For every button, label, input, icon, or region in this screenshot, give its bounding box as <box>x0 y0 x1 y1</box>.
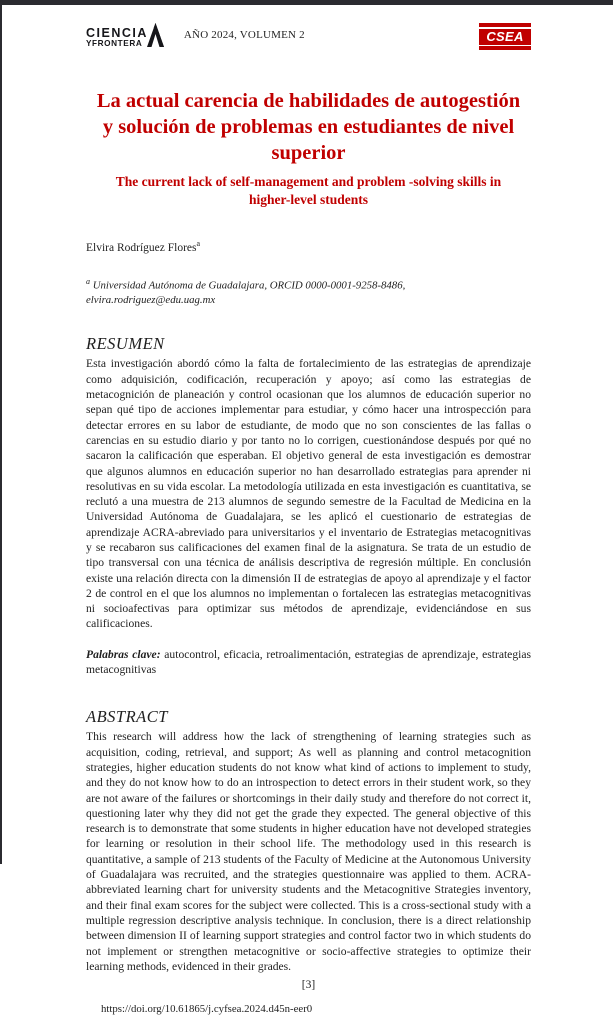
keywords-label: Palabras clave: <box>86 647 161 661</box>
author-affiliation-mark: a <box>196 239 201 248</box>
journal-logo <box>86 23 164 52</box>
page-number: [3] <box>301 979 316 992</box>
logo-triangle-icon <box>147 23 164 52</box>
resumen-body: Esta investigación abordó cómo la falta de fortalecimiento de las estrategias de aprendizaje como adquisición, codificación, recuperación y apoyo; así como las estrategias de metacognición de planeación y control ocasionan que los alumnos de educación superior no sepan qué tipo de acciones implementar para estudiar, y cómo hacer una introspección para detectar errores en su labor de estudiante, de modo que no son conscientes de las fallas o carencias en su estudio diario y por tanto no lo corrigen, cuestionándose después por qué no sacaron la calificación que esperaban. El objetivo general de esta investigación es demostrar que algunos alumnos en educación superior no han desarrollado estrategias para aprender ni resolutivas en su vida escolar. La metodología utilizada en esta investigación es cuantitativa, se reclutó a una muestra de 213 alumnos de segundo semestre de la Facultad de Medicina en la Universidad Autónoma de Guadalajara, se les aplicó el cuestionario de estrategias de aprendizaje ACRA-abreviado para universitarios y el inventario de Estrategias metacognitivas y se recabaron sus calificaciones del examen final de la asignatura. Se trata de un estudio de tipo transversal con una técnica de análisis descriptiva de regresión múltiple. En conclusión existe una relación directa con la dimensión II de estrategias de apoyo al aprendizaje y el factor 2 de control en el que los alumnos no implementan o fortalecen las estrategias metacognitivas ni socioafectivas para optimizar sus métodos de aprendizaje, evidenciándose en sus calificaciones. <box>86 357 531 631</box>
abstract-body: This research will address how the lack of strengthening of learning strategies such as acquisition, coding, retrieval, and support; As well as planning and control metacognition strategies, higher education students do not know what kind of actions to implement to study, and they do not know how to do an introspection to detect errors in their student work, so they are not aware of the failures or shortcomings in their daily study and therefore do not correct it, questioning later why they did not get the grade they expected. The general objective of this research is to demonstrate that some students in higher education have not developed strategies for learning or resolution in their school life. The methodology used in this research is quantitative, a sample of 213 students of the Faculty of Medicine at the Autonomous University of Guadalajara was recruited, and the strategies questionnaire was applied to them. ACRA-abbreviated learning chart for university students and the Metacognitive Strategies inventory, and their final exam scores for the subject were collected. This is a cross-sectional study with a multiple regression descriptive analysis technique. In conclusion, there is a direct relationship between dimension II of learning support strategies and control factor two in which students do not implement or strengthen metacognitive or socio-affective strategies to optimize their learning methods, evidenced in their grades. <box>86 730 531 973</box>
author-name: Elvira Rodríguez Flores <box>86 241 197 254</box>
issue-label: AÑO 2024, VOLUMEN 2 <box>183 29 305 41</box>
author-line <box>86 239 531 254</box>
doi-link[interactable]: https://doi.org/10.61865/j.cyfsea.2024.d45n-eer0 <box>101 1003 313 1016</box>
affiliation-mark: a <box>86 276 90 286</box>
affiliation <box>86 274 531 309</box>
keywords-line <box>86 647 531 678</box>
article-title-english: The current lack of self-management and problem -solving skills in higher-level students <box>115 174 502 207</box>
csea-badge <box>479 23 531 50</box>
article-title-spanish: La actual carencia de habilidades de autogestión y solución de problemas en estudiantes de nivel superior <box>96 90 521 164</box>
resumen-heading: RESUMEN <box>86 334 165 354</box>
journal-header <box>86 23 531 52</box>
csea-badge-bottom-bar <box>479 46 531 50</box>
abstract-heading: ABSTRACT <box>86 707 168 727</box>
journal-logo-text <box>86 27 148 49</box>
affiliation-line2: elvira.rodriguez@edu.uag.mx <box>86 294 216 307</box>
logo-line1: CIENCIA <box>86 25 148 40</box>
paper-page <box>2 5 613 1016</box>
affiliation-line1: Universidad Autónoma de Guadalajara, ORCID 0000-0001-9258-8486, <box>92 279 406 292</box>
logo-line2: YFRONTERA <box>86 39 143 49</box>
csea-badge-label: CSEA <box>479 29 531 45</box>
keywords-text: autocontrol, eficacia, retroalimentación, estrategias de aprendizaje, estrategias metacognitivas <box>86 647 532 677</box>
